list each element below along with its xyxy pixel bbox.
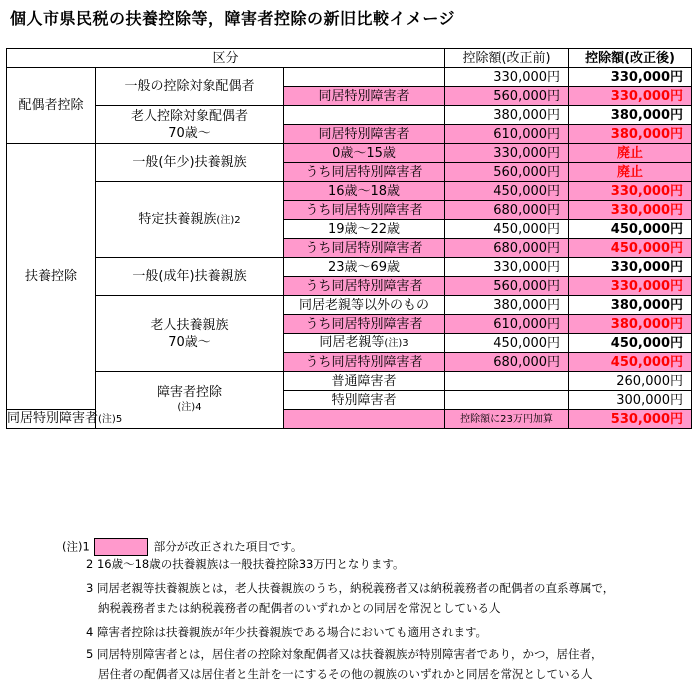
value-after: 380,000円: [569, 125, 692, 144]
value-after: 450,000円: [569, 220, 692, 239]
value-after: 450,000円: [569, 239, 692, 258]
empty-cell: [284, 68, 445, 87]
note-ref: (注)4: [177, 402, 202, 413]
value-before: 560,000円: [445, 277, 569, 296]
note-3-cont: 納税義務者または納税義務者の配偶者のいずれかとの同居を常況としている人: [98, 601, 501, 615]
group-label: 障害者控除: [156, 385, 222, 400]
value-before: 300,000円: [569, 391, 692, 410]
value-before: 380,000円: [445, 106, 569, 125]
group-dependent: 扶養控除: [7, 144, 96, 410]
sub-item: うち同居特別障害者: [284, 315, 445, 334]
note-text: 部分が改正された項目です。: [153, 539, 303, 554]
empty-cell: [445, 391, 569, 410]
sub-item: うち同居特別障害者: [284, 163, 445, 182]
note-2: 2 16歳〜18歳の扶養親族は一般扶養控除33万円となります。: [86, 557, 405, 571]
note-ref: (注)5: [98, 414, 123, 425]
value-before: 控除額に23万円加算: [445, 410, 569, 429]
value-after: 330,000円: [569, 68, 692, 87]
item-label: 老人扶養親族: [150, 317, 229, 333]
value-after: 330,000円: [569, 258, 692, 277]
value-after: 330,000円: [569, 87, 692, 106]
sub-item: 同居特別障害者: [284, 87, 445, 106]
item-label: 特別障害者: [284, 391, 445, 410]
item-text: 同居特別障害者: [7, 411, 99, 426]
spouse-elder: [96, 106, 284, 144]
value-after: 380,000円: [569, 315, 692, 334]
sub-item: 0歳〜15歳: [284, 144, 445, 163]
item-label: 普通障害者: [284, 372, 445, 391]
item-label: 老人控除対象配偶者: [130, 108, 248, 124]
value-before: 610,000円: [445, 315, 569, 334]
dep-elder: [96, 296, 284, 372]
item-age: 70歳〜: [168, 334, 211, 350]
value-before: 450,000円: [445, 334, 569, 353]
highlight-swatch: [94, 538, 148, 556]
group-spouse: 配偶者控除: [7, 68, 96, 144]
note-5-cont: 居住者の配偶者又は居住者と生計を一にするその他の親族のいずれかと同居を常況としている人: [98, 667, 593, 681]
value-before: 330,000円: [445, 68, 569, 87]
value-after: 330,000円: [569, 201, 692, 220]
item-label: [7, 410, 123, 429]
sub-item: うち同居特別障害者: [284, 353, 445, 372]
value-before: 680,000円: [445, 353, 569, 372]
dep-young: 一般(年少)扶養親族: [96, 144, 284, 182]
empty-cell: [284, 410, 445, 429]
dep-specific: [96, 182, 284, 258]
value-before: 380,000円: [445, 296, 569, 315]
table-row: [7, 372, 692, 391]
note-label: (注)1: [62, 539, 90, 554]
value-before: 330,000円: [445, 258, 569, 277]
note-1: [62, 538, 302, 556]
note-ref: (注)3: [384, 338, 409, 349]
table-row: [7, 144, 692, 163]
table-row: [7, 258, 692, 277]
sub-item: 同居老親等以外のもの: [284, 296, 445, 315]
value-after: 330,000円: [569, 182, 692, 201]
value-after: 廃止: [569, 163, 692, 182]
dep-adult: 一般(成年)扶養親族: [96, 258, 284, 296]
value-before: 680,000円: [445, 201, 569, 220]
sub-item: うち同居特別障害者: [284, 201, 445, 220]
spouse-general: 一般の控除対象配偶者: [96, 68, 284, 106]
value-before: 260,000円: [569, 372, 692, 391]
value-before: 450,000円: [445, 220, 569, 239]
note-3: 3 同居老親等扶養親族とは，老人扶養親族のうち，納税義務者又は納税義務者の配偶者の直系尊属で，: [86, 581, 615, 595]
value-before: 330,000円: [445, 144, 569, 163]
value-after: 330,000円: [569, 277, 692, 296]
sub-item: [284, 334, 445, 353]
sub-item: 23歳〜69歳: [284, 258, 445, 277]
value-before: 450,000円: [445, 182, 569, 201]
empty-cell: [284, 106, 445, 125]
value-before: 560,000円: [445, 163, 569, 182]
item-age: 70歳〜: [168, 125, 211, 141]
value-after: 450,000円: [569, 353, 692, 372]
comparison-table: [6, 48, 692, 429]
group-disability: [96, 372, 284, 429]
value-after: 380,000円: [569, 296, 692, 315]
table-row: [7, 182, 692, 201]
table-header-row: [7, 49, 692, 68]
sub-item: 16歳〜18歳: [284, 182, 445, 201]
value-after: 530,000円: [569, 410, 692, 429]
header-before: 控除額(改正前): [445, 49, 569, 68]
table-row: [7, 106, 692, 125]
table-row: [7, 68, 692, 87]
table-row: [7, 296, 692, 315]
value-before: 680,000円: [445, 239, 569, 258]
value-before: 610,000円: [445, 125, 569, 144]
note-4: 4 障害者控除は扶養親族が年少扶養親族である場合においても適用されます。: [86, 625, 488, 639]
header-after: 控除額(改正後): [569, 49, 692, 68]
note-ref: (注)2: [216, 214, 241, 226]
note-5: 5 同居特別障害者とは，居住者の控除対象配偶者又は扶養親族が特別障害者であり，かつ，居住者，: [86, 647, 603, 661]
page-title: 個人市県民税の扶養控除等，障害者控除の新旧比較イメージ: [10, 9, 456, 28]
empty-cell: [445, 372, 569, 391]
sub-item: うち同居特別障害者: [284, 277, 445, 296]
header-category: 区分: [7, 49, 445, 68]
item-label: 同居老親等: [319, 335, 385, 350]
item-label: 特定扶養親族: [138, 211, 217, 227]
sub-item: 同居特別障害者: [284, 125, 445, 144]
value-before: 560,000円: [445, 87, 569, 106]
value-after: 380,000円: [569, 106, 692, 125]
value-after: 450,000円: [569, 334, 692, 353]
value-after: 廃止: [569, 144, 692, 163]
sub-item: うち同居特別障害者: [284, 239, 445, 258]
sub-item: 19歳〜22歳: [284, 220, 445, 239]
